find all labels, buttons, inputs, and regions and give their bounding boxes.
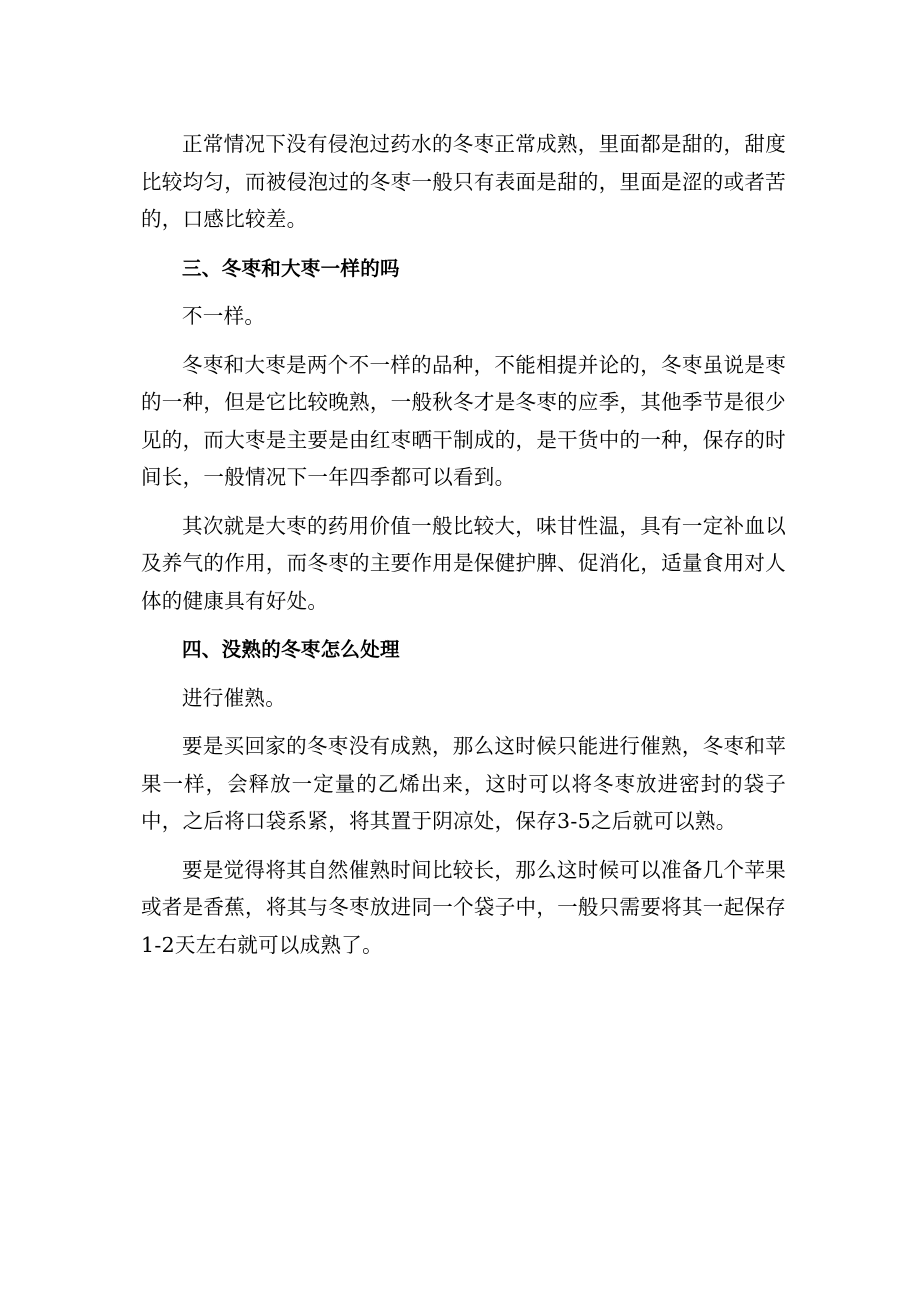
paragraph-answer-4: 进行催熟。 bbox=[182, 685, 286, 710]
section-heading-4: 四、没熟的冬枣怎么处理 bbox=[182, 638, 400, 661]
paragraph-ripening-bag: 要是买回家的冬枣没有成熟，那么这时候只能进行催熟，冬枣和苹果一样，会释放一定量的乙烯出来，这时可以将冬枣放进密封的袋子中，之后将口袋系紧，将其置于阴凉处，保存3-5之后就可以熟。 bbox=[141, 734, 786, 833]
paragraph-sweetness: 正常情况下没有侵泡过药水的冬枣正常成熟，里面都是甜的，甜度比较均匀，而被侵泡过的冬枣一般只有表面是甜的，里面是涩的或者苦的，口感比较差。 bbox=[141, 132, 786, 231]
paragraph-medicinal-value: 其次就是大枣的药用价值一般比较大，味甘性温，具有一定补血以及养气的作用，而冬枣的主要作用是保健护脾、促消化，适量食用对人体的健康具有好处。 bbox=[141, 513, 786, 613]
paragraph-ripening-fruit: 要是觉得将其自然催熟时间比较长，那么这时候可以准备几个苹果或者是香蕉，将其与冬枣放进同一个袋子中，一般只需要将其一起保存1-2天左右就可以成熟了。 bbox=[141, 857, 786, 957]
paragraph-varieties: 冬枣和大枣是两个不一样的品种，不能相提并论的，冬枣虽说是枣的一种，但是它比较晚熟，一般秋冬才是冬枣的应季，其他季节是很少见的，而大枣是主要是由红枣晒干制成的，是干货中的一种，保存的时间长，一般情况下一年四季都可以看到。 bbox=[141, 352, 786, 489]
section-heading-3: 三、冬枣和大枣一样的吗 bbox=[182, 256, 400, 280]
document-body bbox=[141, 126, 786, 975]
paragraph-answer-3: 不一样。 bbox=[182, 304, 266, 328]
